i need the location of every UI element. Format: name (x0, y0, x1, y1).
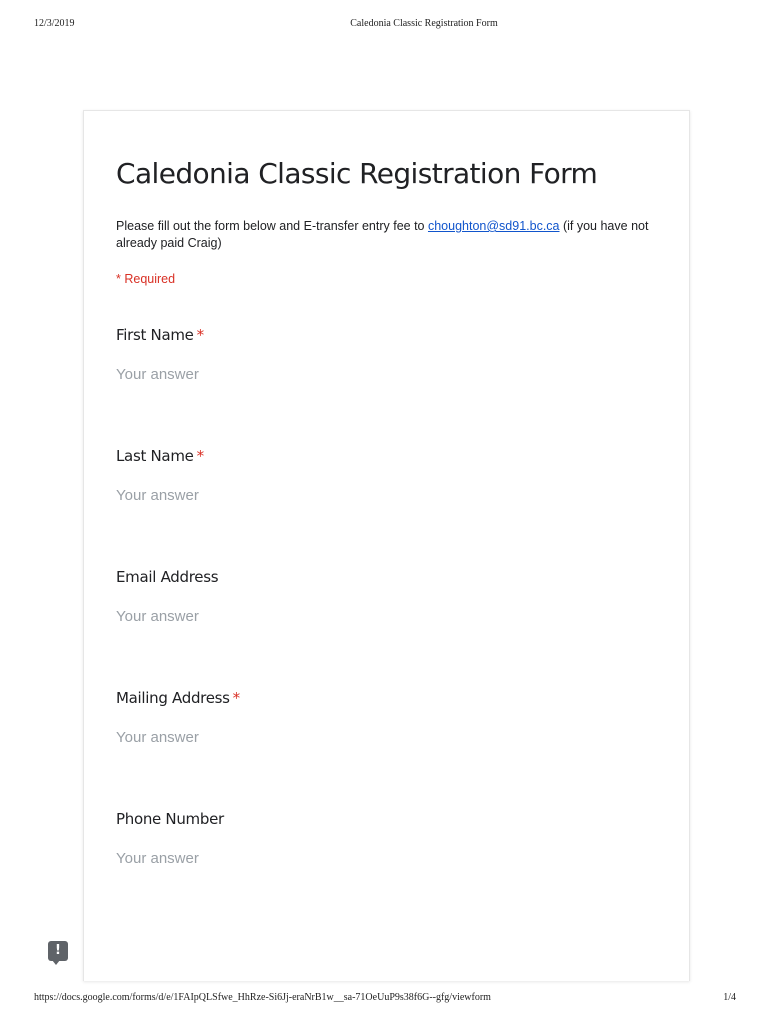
question-label (116, 326, 656, 344)
question-label-text: First Name (116, 326, 194, 344)
question-label-text: Phone Number (116, 810, 224, 828)
question-label (116, 447, 656, 465)
question-label-text: Email Address (116, 568, 219, 586)
form-title: Caledonia Classic Registration Form (116, 157, 598, 190)
required-asterisk: * (232, 689, 240, 707)
question-phone-number (116, 810, 656, 868)
question-label (116, 810, 656, 828)
print-footer (0, 992, 770, 1008)
description-text: Please fill out the form below and E-transfer entry fee to (116, 219, 428, 233)
question-first-name (116, 326, 656, 384)
mailing-address-input[interactable] (116, 729, 386, 746)
form-card (83, 110, 690, 981)
email-link[interactable]: choughton@sd91.bc.ca (427, 219, 560, 233)
description-text-end: (if you have not already paid Craig) (116, 219, 649, 250)
print-date: 12/3/2019 (34, 18, 75, 29)
feedback-button[interactable] (48, 941, 68, 961)
required-note: * Required (116, 272, 176, 286)
print-title: Caledonia Classic Registration Form (350, 18, 498, 29)
question-email-address (116, 568, 656, 626)
question-label-text: Last Name (116, 447, 194, 465)
email-address-input[interactable] (116, 608, 386, 625)
required-asterisk: * (196, 326, 204, 344)
last-name-input[interactable] (116, 487, 386, 504)
question-mailing-address (116, 689, 656, 747)
phone-number-input[interactable] (116, 850, 386, 867)
question-label (116, 689, 656, 707)
required-asterisk: * (196, 447, 204, 465)
question-last-name (116, 447, 656, 505)
print-url: https://docs.google.com/forms/d/e/1FAIpQLSfwe_HhRze-Si6Jj-eraNrB1w__sa-71OeUuP9s38f6G--gfg/viewform (34, 992, 491, 1003)
feedback-icon: ! (55, 943, 61, 958)
print-header (0, 18, 770, 34)
question-label (116, 568, 656, 586)
first-name-input[interactable] (116, 366, 386, 383)
question-label-text: Mailing Address (116, 689, 230, 707)
form-description (116, 218, 656, 252)
page-number: 1/4 (723, 992, 736, 1003)
